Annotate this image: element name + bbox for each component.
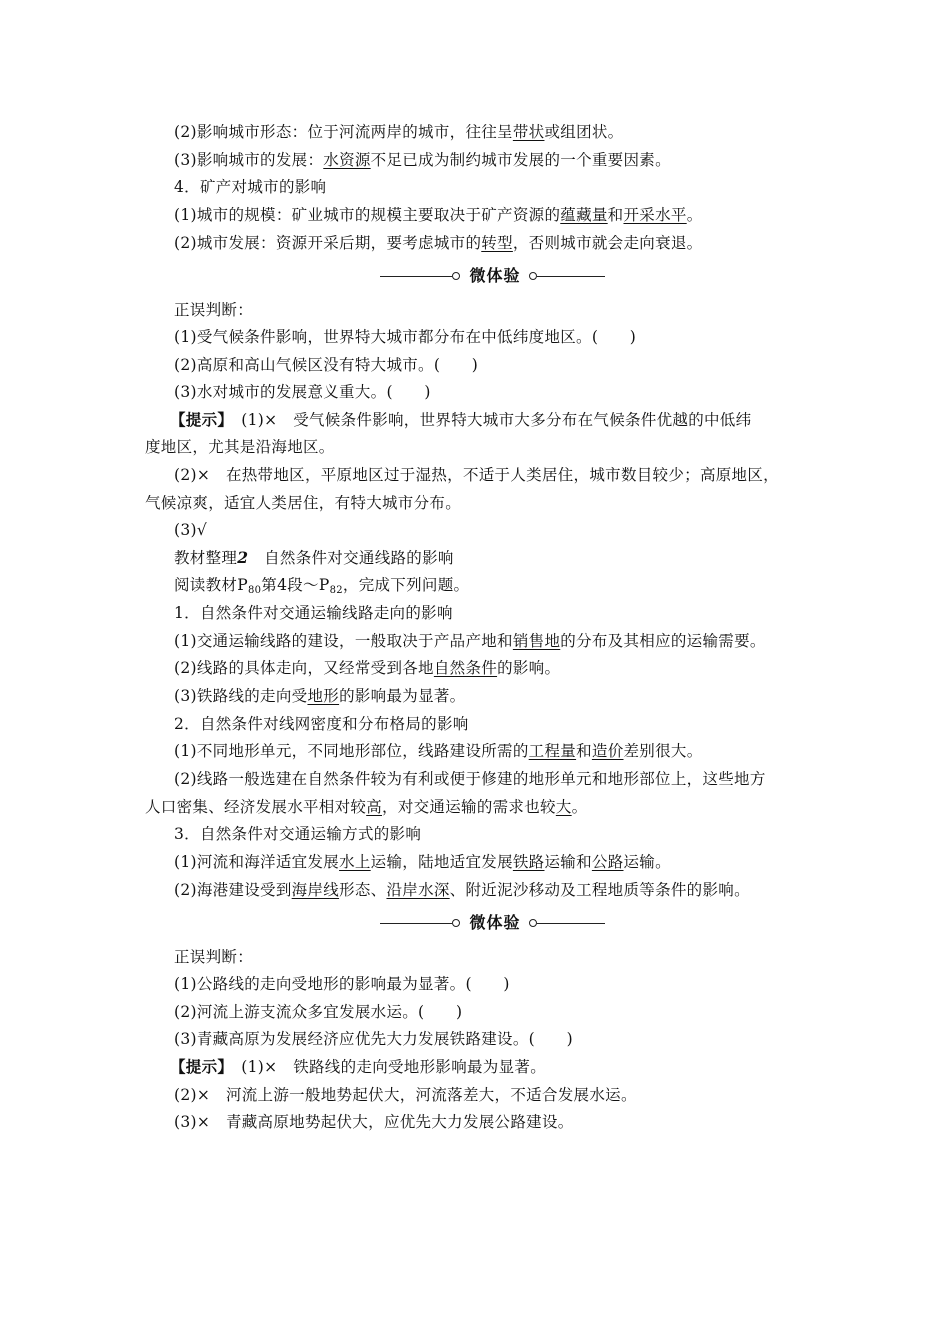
text: (1)河流和海洋适宜发展 bbox=[174, 853, 340, 871]
paragraph: (2)线路一般选建在自然条件较为有利或便于修建的地形单元和地形部位上，这些地方 bbox=[174, 770, 766, 788]
answer-blank: 地形 bbox=[307, 687, 340, 705]
paragraph bbox=[174, 658, 560, 678]
hint-line: (3)× 青藏高原地势起伏大，应优先大力发展公路建设。 bbox=[174, 1113, 574, 1131]
divider-line bbox=[380, 276, 452, 277]
text: 和 bbox=[607, 206, 624, 224]
text: (1)不同地形单元，不同地形部位，线路建设所需的 bbox=[174, 742, 529, 760]
divider-line bbox=[537, 923, 605, 924]
answer-blank: 造价 bbox=[591, 742, 624, 760]
heading: 1．自然条件对交通运输线路走向的影响 bbox=[174, 604, 453, 622]
answer-blank: 转型 bbox=[481, 234, 513, 252]
text: (1)交通运输线路的建设，一般取决于产品产地和 bbox=[174, 632, 513, 650]
paragraph bbox=[174, 852, 671, 872]
hint-label: 【提示】 bbox=[170, 1057, 226, 1076]
answer-blank: 海岸线 bbox=[291, 881, 340, 899]
answer-blank: 高 bbox=[366, 798, 383, 816]
text: (3)影响城市的发展： bbox=[174, 151, 324, 169]
text: 或组团状。 bbox=[544, 123, 624, 141]
quiz-heading: 正误判断： bbox=[174, 301, 254, 319]
paragraph-city-transition bbox=[174, 233, 702, 253]
quiz-item: (3)水对城市的发展意义重大。( ) bbox=[174, 383, 431, 401]
answer-blank: 自然条件 bbox=[433, 659, 498, 677]
text: ，对交通运输的需求也较 bbox=[382, 798, 556, 816]
paragraph bbox=[145, 797, 587, 817]
answer-blank: 工程量 bbox=[528, 742, 577, 760]
paragraph bbox=[174, 741, 703, 761]
answer-blank: 水资源 bbox=[323, 151, 371, 169]
text: 82 bbox=[329, 585, 343, 596]
text: 2 bbox=[237, 548, 249, 567]
text: 、附近泥沙移动及工程地质等条件的影响。 bbox=[449, 881, 750, 899]
hint-line bbox=[170, 1057, 546, 1077]
text: (1)× 铁路线的走向受地形影响最为显著。 bbox=[225, 1058, 546, 1076]
divider-line bbox=[537, 276, 605, 277]
hint-line: (2)× 河流上游一般地势起伏大，河流落差大，不适合发展水运。 bbox=[174, 1086, 637, 1104]
divider-line bbox=[380, 923, 452, 924]
divider-dot bbox=[452, 272, 460, 280]
quiz-item: (2)高原和高山气候区没有特大城市。( ) bbox=[174, 356, 479, 374]
text: 自然条件对交通线路的影响 bbox=[248, 549, 454, 567]
text: 的分布及其相应的运输需要。 bbox=[560, 632, 766, 650]
text: ，完成下列问题。 bbox=[342, 576, 470, 594]
divider-title: 微体验 bbox=[469, 266, 521, 285]
text: 形态、 bbox=[339, 881, 387, 899]
answer-blank: 带状 bbox=[512, 123, 545, 141]
text: 的影响最为显著。 bbox=[339, 687, 466, 705]
paragraph-city-form bbox=[174, 122, 623, 142]
answer-blank: 开采水平 bbox=[623, 206, 687, 224]
text: 和 bbox=[576, 742, 592, 760]
paragraph-city-scale bbox=[174, 205, 703, 225]
hint-line: (2)× 在热带地区，平原地区过于湿热，不适于人类居住，城市数目较少；高原地区， bbox=[174, 466, 779, 484]
text: 第4段～P bbox=[261, 576, 330, 594]
paragraph bbox=[174, 631, 766, 651]
heading: 2．自然条件对线网密度和分布格局的影响 bbox=[174, 715, 469, 733]
text: (2)影响城市形态：位于河流两岸的城市，往往呈 bbox=[174, 123, 513, 141]
divider-dot bbox=[452, 919, 460, 927]
quiz-item: (1)公路线的走向受地形的影响最为显著。( ) bbox=[174, 975, 510, 993]
divider-dot bbox=[529, 919, 537, 927]
text: 80 bbox=[247, 585, 262, 596]
text: 。 bbox=[686, 206, 703, 224]
text: (2)城市发展：资源开采后期，要考虑城市的 bbox=[174, 234, 482, 252]
section-divider bbox=[380, 913, 605, 933]
divider-dot bbox=[529, 272, 537, 280]
quiz-item: (2)河流上游支流众多宜发展水运。( ) bbox=[174, 1003, 463, 1021]
text: 运输，陆地适宜发展 bbox=[370, 853, 513, 871]
hint-line: 气候凉爽，适宜人类居住，有特大城市分布。 bbox=[145, 494, 462, 512]
text: 不足已成为制约城市发展的一个重要因素。 bbox=[370, 151, 671, 169]
quiz-item: (1)受气候条件影响，世界特大城市都分布在中低纬度地区。( ) bbox=[174, 328, 637, 346]
quiz-heading: 正误判断： bbox=[174, 948, 254, 966]
text: (2)线路的具体走向，又经常受到各地 bbox=[174, 659, 434, 677]
reading-instruction bbox=[174, 575, 469, 601]
hint-label: 【提示】 bbox=[170, 410, 226, 429]
paragraph bbox=[174, 686, 465, 706]
text: (2)海港建设受到 bbox=[174, 881, 292, 899]
text: 阅读教材P bbox=[174, 576, 248, 594]
text: (1)× 受气候条件影响，世界特大城市大多分布在气候条件优越的中低纬 bbox=[225, 411, 752, 429]
heading-mineral-influence: 4．矿产对城市的影响 bbox=[174, 178, 327, 196]
divider-title: 微体验 bbox=[469, 913, 521, 932]
text: 运输。 bbox=[623, 853, 671, 871]
hint-line bbox=[170, 410, 751, 430]
text: 的影响。 bbox=[497, 659, 561, 677]
text: (3)铁路线的走向受 bbox=[174, 687, 308, 705]
text: (1)城市的规模：矿业城市的规模主要取决于矿产资源的 bbox=[174, 206, 561, 224]
paragraph-city-development bbox=[174, 150, 671, 170]
text: 差别很大。 bbox=[623, 742, 703, 760]
paragraph bbox=[174, 880, 750, 900]
answer-blank: 蕴藏量 bbox=[560, 206, 608, 224]
answer-blank: 铁路 bbox=[512, 853, 545, 871]
hint-line: (3)√ bbox=[174, 521, 208, 539]
heading: 3．自然条件对交通运输方式的影响 bbox=[174, 825, 422, 843]
section-divider bbox=[380, 266, 605, 286]
answer-blank: 销售地 bbox=[512, 632, 561, 650]
answer-blank: 沿岸水深 bbox=[386, 881, 450, 899]
text: 。 bbox=[571, 798, 588, 816]
answer-blank: 水上 bbox=[339, 853, 371, 871]
answer-blank: 大 bbox=[555, 798, 572, 816]
text: ，否则城市就会走向衰退。 bbox=[512, 234, 703, 252]
hint-line: 度地区，尤其是沿海地区。 bbox=[145, 438, 335, 456]
text: 运输和 bbox=[544, 853, 592, 871]
section-title bbox=[174, 548, 454, 568]
text: 教材整理 bbox=[174, 549, 238, 567]
quiz-item: (3)青藏高原为发展经济应优先大力发展铁路建设。( ) bbox=[174, 1030, 573, 1048]
text: 人口密集、经济发展水平相对较 bbox=[145, 798, 367, 816]
answer-blank: 公路 bbox=[591, 853, 624, 871]
